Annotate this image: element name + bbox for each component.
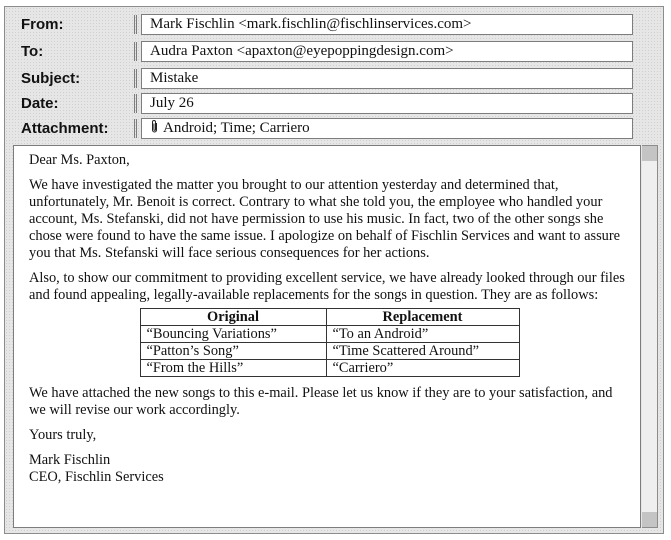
scroll-down-arrow[interactable] <box>642 512 657 527</box>
subject-row <box>17 68 663 89</box>
to-row <box>17 41 663 62</box>
header-divider <box>134 15 137 34</box>
header-divider <box>134 69 137 88</box>
header-divider <box>134 119 137 138</box>
table-cell: “From the Hills” <box>140 360 326 377</box>
table-row <box>140 343 519 360</box>
body-paragraph-2: Also, to show our commitment to providing excellent service, we have already looked through our files and found appealing, legally-available replacements for the songs in question. They are as follows: <box>29 270 625 303</box>
subject-field[interactable]: Mistake <box>141 68 633 89</box>
to-label: To: <box>21 43 44 60</box>
attachment-field[interactable] <box>141 118 633 139</box>
from-label: From: <box>21 16 64 33</box>
greeting: Dear Ms. Paxton, <box>29 152 130 168</box>
from-field[interactable]: Mark Fischlin <mark.fischlin@fischlinservices.com> <box>141 14 633 35</box>
vertical-scrollbar[interactable] <box>642 145 658 528</box>
subject-label: Subject: <box>21 70 81 87</box>
header-divider <box>134 94 137 113</box>
table-cell: “To an Android” <box>326 326 519 343</box>
attachment-names[interactable]: Android; Time; Carriero <box>163 120 310 136</box>
message-body <box>13 145 641 528</box>
table-header-row <box>140 309 519 326</box>
header-divider <box>134 42 137 61</box>
column-header-replacement: Replacement <box>326 309 519 326</box>
song-replacement-table <box>140 308 520 377</box>
table-row <box>140 326 519 343</box>
email-window <box>4 6 664 534</box>
table-cell: “Bouncing Variations” <box>140 326 326 343</box>
signature-name: Mark Fischlin <box>29 452 111 468</box>
paperclip-icon <box>150 119 159 140</box>
table-cell: “Carriero” <box>326 360 519 377</box>
to-field[interactable]: Audra Paxton <apaxton@eyepoppingdesign.com> <box>141 41 633 62</box>
table-row <box>140 360 519 377</box>
attachment-row <box>17 118 663 139</box>
table-cell: “Patton’s Song” <box>140 343 326 360</box>
body-paragraph-1: We have investigated the matter you brought to our attention yesterday and determined that, unfortunately, Mr. Benoit is correct. Contrary to what she told you, the employee who handled your account, Ms. Stefanski, did not have permission to use his music. In fact, two of the other songs she chose were found to have the same issue. I apologize on behalf of Fischlin Services and want to assure you that Ms. Stefanski will face serious consequences for her actions. <box>29 177 621 261</box>
date-field[interactable]: July 26 <box>141 93 633 114</box>
column-header-original: Original <box>140 309 326 326</box>
attachment-label: Attachment: <box>21 120 109 137</box>
date-row <box>17 93 663 114</box>
scroll-up-arrow[interactable] <box>642 146 657 161</box>
body-paragraph-3: We have attached the new songs to this e-mail. Please let us know if they are to your satisfaction, and we will revise our work accordingly. <box>29 385 613 418</box>
table-cell: “Time Scattered Around” <box>326 343 519 360</box>
date-label: Date: <box>21 95 59 112</box>
signature-title: CEO, Fischlin Services <box>29 469 164 485</box>
closing: Yours truly, <box>29 427 97 443</box>
from-row <box>17 14 663 35</box>
